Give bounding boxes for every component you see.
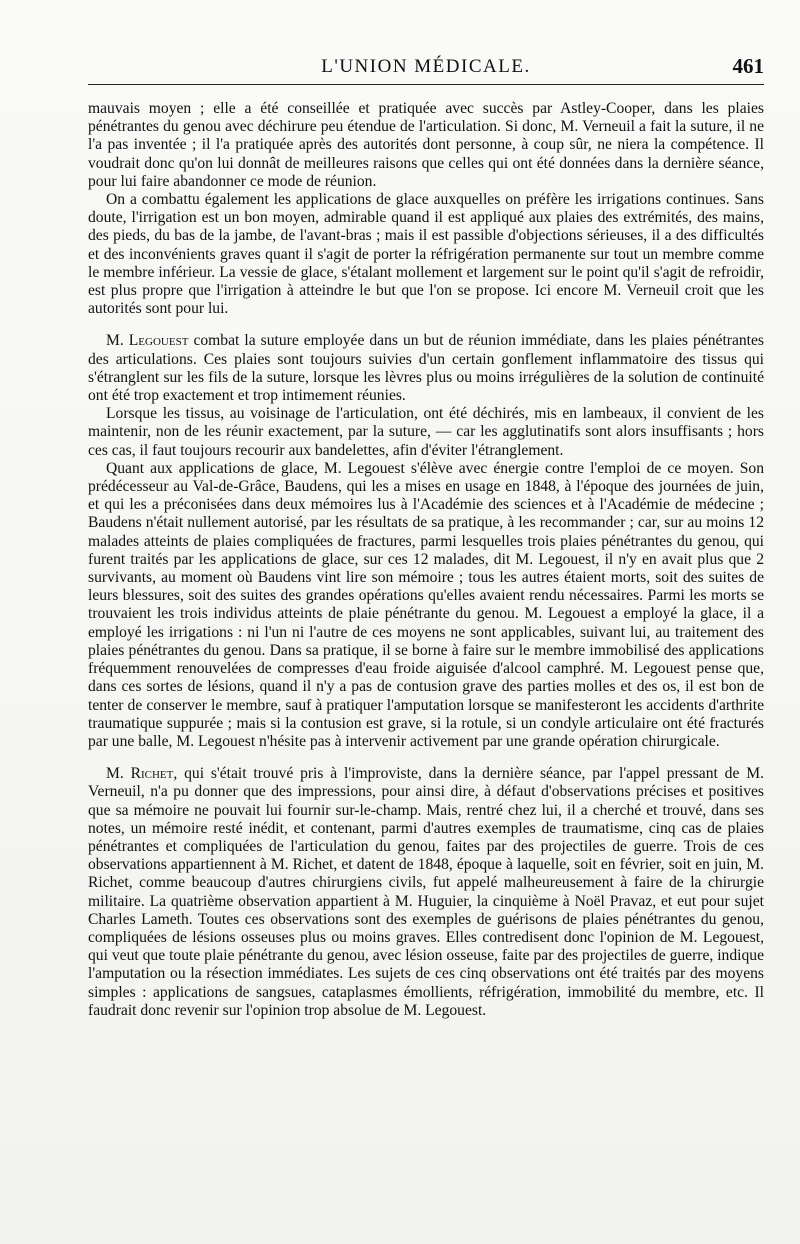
paragraph: mauvais moyen ; elle a été conseillée et pratiquée avec succès par Astley-Cooper, dans les plaies pénétrantes du genou avec déchirure peu étendue de l'articulation. Si donc, M. Verneuil a fait la suture, il ne l'a pas inventée ; il l'a pratiquée après des autorités dont personne, à coup sûr, ne niera la compétence. Il voudrait donc qu'on lui donnât de meilleures raisons que celles qui ont été données dans la dernière séance, pour lui faire abandonner ce mode de réunion. <box>88 100 764 190</box>
paragraph <box>88 332 764 405</box>
header-rule <box>88 84 764 85</box>
paragraph: Quant aux applications de glace, M. Legouest s'élève avec énergie contre l'emploi de ce moyen. Son prédécesseur au Val-de-Grâce, Baudens, qui les a mises en usage en 1848, à l'époque des journées de juin, et qui les a préconisées dans deux mémoires lus à l'Académie des sciences et à l'Académie de médecine ; Baudens n'était nullement autorisé, par les résultats de sa pratique, à les recommander ; car, sur au moins 12 malades atteints de plaies compliquées de fractures, parmi lesquelles trois plaies pénétrantes du genou, qui furent traités par les applications de glace, sur ces 12 malades, dit M. Legouest, il n'y en avait plus que 2 survivants, au moment où Baudens vint lire son mémoire ; tous les autres étaient morts, soit des suites de leurs blessures, soit des suites des grandes opérations qu'elles avaient rendu nécessaires. Parmi les morts se trouvaient les trois individus atteints de plaie pénétrante du genou. M. Legouest a employé la glace, il a employé les irrigations : ni l'un ni l'autre de ces moyens ne sont applicables, suivant lui, au traitement des plaies pénétrantes du genou. Dans sa pratique, il se borne à faire sur le membre immobilisé des applications fréquemment renouvelées de compresses d'eau froide aiguisée d'alcool camphré. M. Legouest pense que, dans ces sortes de lésions, quand il n'y a pas de contusion grave des parties molles et des os, il est bon de tenter de conserver le membre, sauf à pratiquer l'amputation lorsque se manifesteront les accidents d'arthrite traumatique suppurée ; mais si la contusion est grave, si la rotule, si un condyle articulaire ont été fracturés par une balle, M. Legouest n'hésite pas à intervenir activement par une grande opération chirurgicale. <box>88 459 764 750</box>
page-header <box>88 52 764 88</box>
paragraph-text: , qui s'était trouvé pris à l'improviste, dans la dernière séance, par l'appel pressant de M. Verneuil, n'a pu donner que des impressions, pour ainsi dire, à défaut d'observations précises et positives que sa mémoire ne pouvait lui fournir sur-le-champ. Mais, rentré chez lui, il a cherché et trouvé, dans ses notes, un mémoire resté inédit, et contenant, parmi d'autres exemples de traumatisme, cinq cas de plaies pénétrantes et compliquées de l'articulation du genou, faites par des projectiles de guerre. Trois de ces observations appartiennent à M. Richet, et datent de 1848, époque à laquelle, soit en février, soit en juin, M. Richet, comme beaucoup d'autres chirurgiens civils, fut appelé malheureusement à faire de la chirurgie militaire. La quatrième observation appartient à M. Huguier, la cinquième à Noël Pravaz, et eut pour sujet Charles Lameth. Toutes ces observations sont des exemples de guérisons de plaies pénétrantes du genou, compliquées de lésions osseuses plus ou moins graves. Elles contredisent donc l'opinion de M. Legouest, qui veut que toute plaie pénétrante du genou, avec lésion osseuse, faite par des projectiles de guerre, indique l'amputation ou la résection immédiates. Les sujets de ces cinq observations ont été traités par des moyens simples : applications de sangsues, cataplasmes émollients, réfrigération, immobilité du membre, etc. Il faudrait donc revenir sur l'opinion trop absolue de M. Legouest. <box>88 765 764 1019</box>
speaker-name: M. Richet <box>106 765 174 783</box>
page-number: 461 <box>732 54 764 78</box>
paragraph <box>88 765 764 1020</box>
paragraph-text: combat la suture employée dans un but de réunion immédiate, dans les plaies pénétrantes des articulations. Ces plaies sont toujours suivies d'un certain gonflement inflammatoire des tissus qui s'étranglent sur les fils de la suture, lorsque les lèvres plus ou moins irrégulières de la solution de continuité ont été trop exactement et trop intimement réunies. <box>88 332 765 405</box>
running-title: L'UNION MÉDICALE. <box>321 56 531 77</box>
speaker-name: M. Legouest <box>106 332 189 350</box>
article-body <box>88 100 764 1020</box>
paragraph: Lorsque les tissus, au voisinage de l'articulation, ont été déchirés, mis en lambeaux, il convient de les maintenir, non de les réunir exactement, par la suture, — car les agglutinatifs sont alors insuffisants ; hors ces cas, il faut toujours recourir aux bandelettes, afin d'éviter l'étranglement. <box>88 405 764 459</box>
paragraph: On a combattu également les applications de glace auxquelles on préfère les irrigations continues. Sans doute, l'irrigation est un bon moyen, admirable quand il est appliqué aux plaies des extrémités, des mains, des pieds, du bas de la jambe, de l'avant-bras ; mais il est passible d'objections sérieuses, il a des difficultés et des inconvénients graves quant il s'agit de porter la réfrigération permanente sur tout un membre comme le membre inférieur. La vessie de glace, s'étalant mollement et largement sur le point qu'il s'agit de refroidir, est plus propre que l'irrigation à atteindre le but que l'on se propose. Ici encore M. Verneuil croit que les autorités sont pour lui. <box>88 191 764 318</box>
